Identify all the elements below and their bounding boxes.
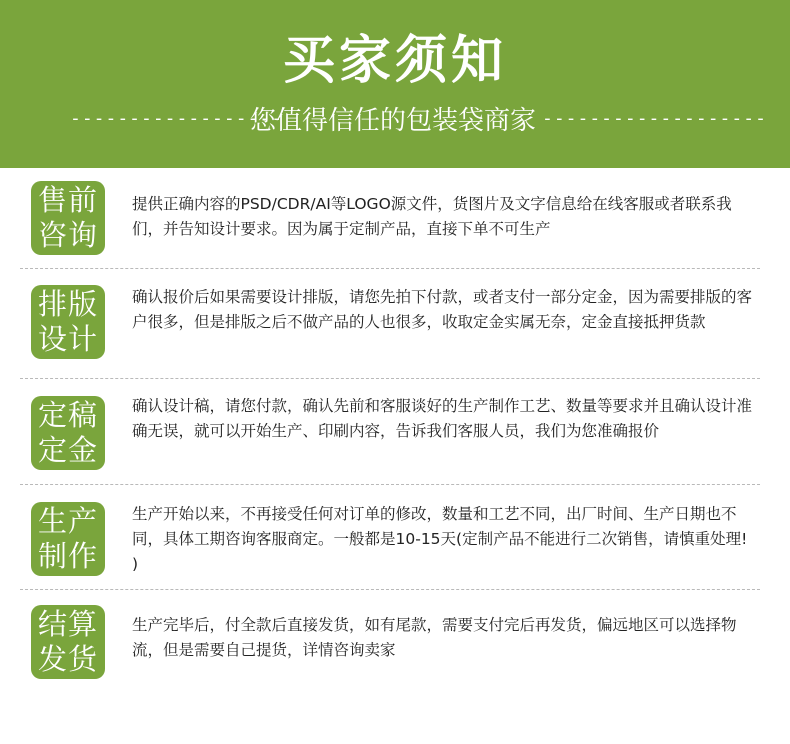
step-description: 确认报价后如果需要设计排版，请您先拍下付款，或者支付一部分定金，因为需要排版的客户很多，但是排版之后不做产品的人也很多，收取定金实属无奈，定金直接抵押货款 [132,288,753,331]
subtitle-dashes-right: ------------------- [542,107,767,129]
step-badge-line2: 发货 [37,642,98,676]
step-badge-line1: 定稿 [37,398,98,432]
step-badge-line2: 咨询 [37,218,98,252]
dashed-divider [20,484,760,485]
step-description: 确认设计稿，请您付款，确认先前和客服谈好的生产制作工艺、数量等要求并且确认设计准确无误，就可以开始生产、印刷内容，告诉我们客服人员，我们为您准确报价 [132,397,753,440]
page-subtitle: 您值得信任的包装袋商家 [249,105,536,136]
step-badge-line1: 排版 [37,287,98,321]
dashed-divider [20,378,760,379]
page-title: 买家须知 [282,31,507,91]
step-description: 生产完毕后，付全款后直接发货，如有尾款，需要支付完后再发货，偏远地区可以选择物流，但是需要自己提货，详情咨询卖家 [132,616,737,659]
step-badge-line2: 制作 [37,539,98,573]
step-badge [31,502,105,576]
step-badge [31,285,105,359]
step-badge-line1: 结算 [37,607,98,641]
step-badge [31,605,105,679]
step-description: 生产开始以来，不再接受任何对订单的修改，数量和工艺不同，出厂时间、生产日期也不同，具体工期咨询客服商定。一般都是10-15天(定制产品不能进行二次销售，请慎重处理! ) [132,505,748,573]
subtitle-row [0,100,790,136]
dashed-divider [20,268,760,269]
step-badge [31,181,105,255]
step-description: 提供正确内容的PSD/CDR/AI等LOGO源文件，货图片及文字信息给在线客服或者联系我们，并告知设计要求。因为属于定制产品，直接下单不可生产 [132,195,732,238]
dashed-divider [20,589,760,590]
step-badge-line2: 定金 [37,433,98,467]
subtitle-dashes-left: ------------------ [69,107,284,129]
step-badge-line2: 设计 [37,322,98,356]
step-badge [31,396,105,470]
step-badge-line1: 售前 [37,183,98,217]
step-badge-line1: 生产 [37,504,98,538]
header-banner [0,0,790,168]
